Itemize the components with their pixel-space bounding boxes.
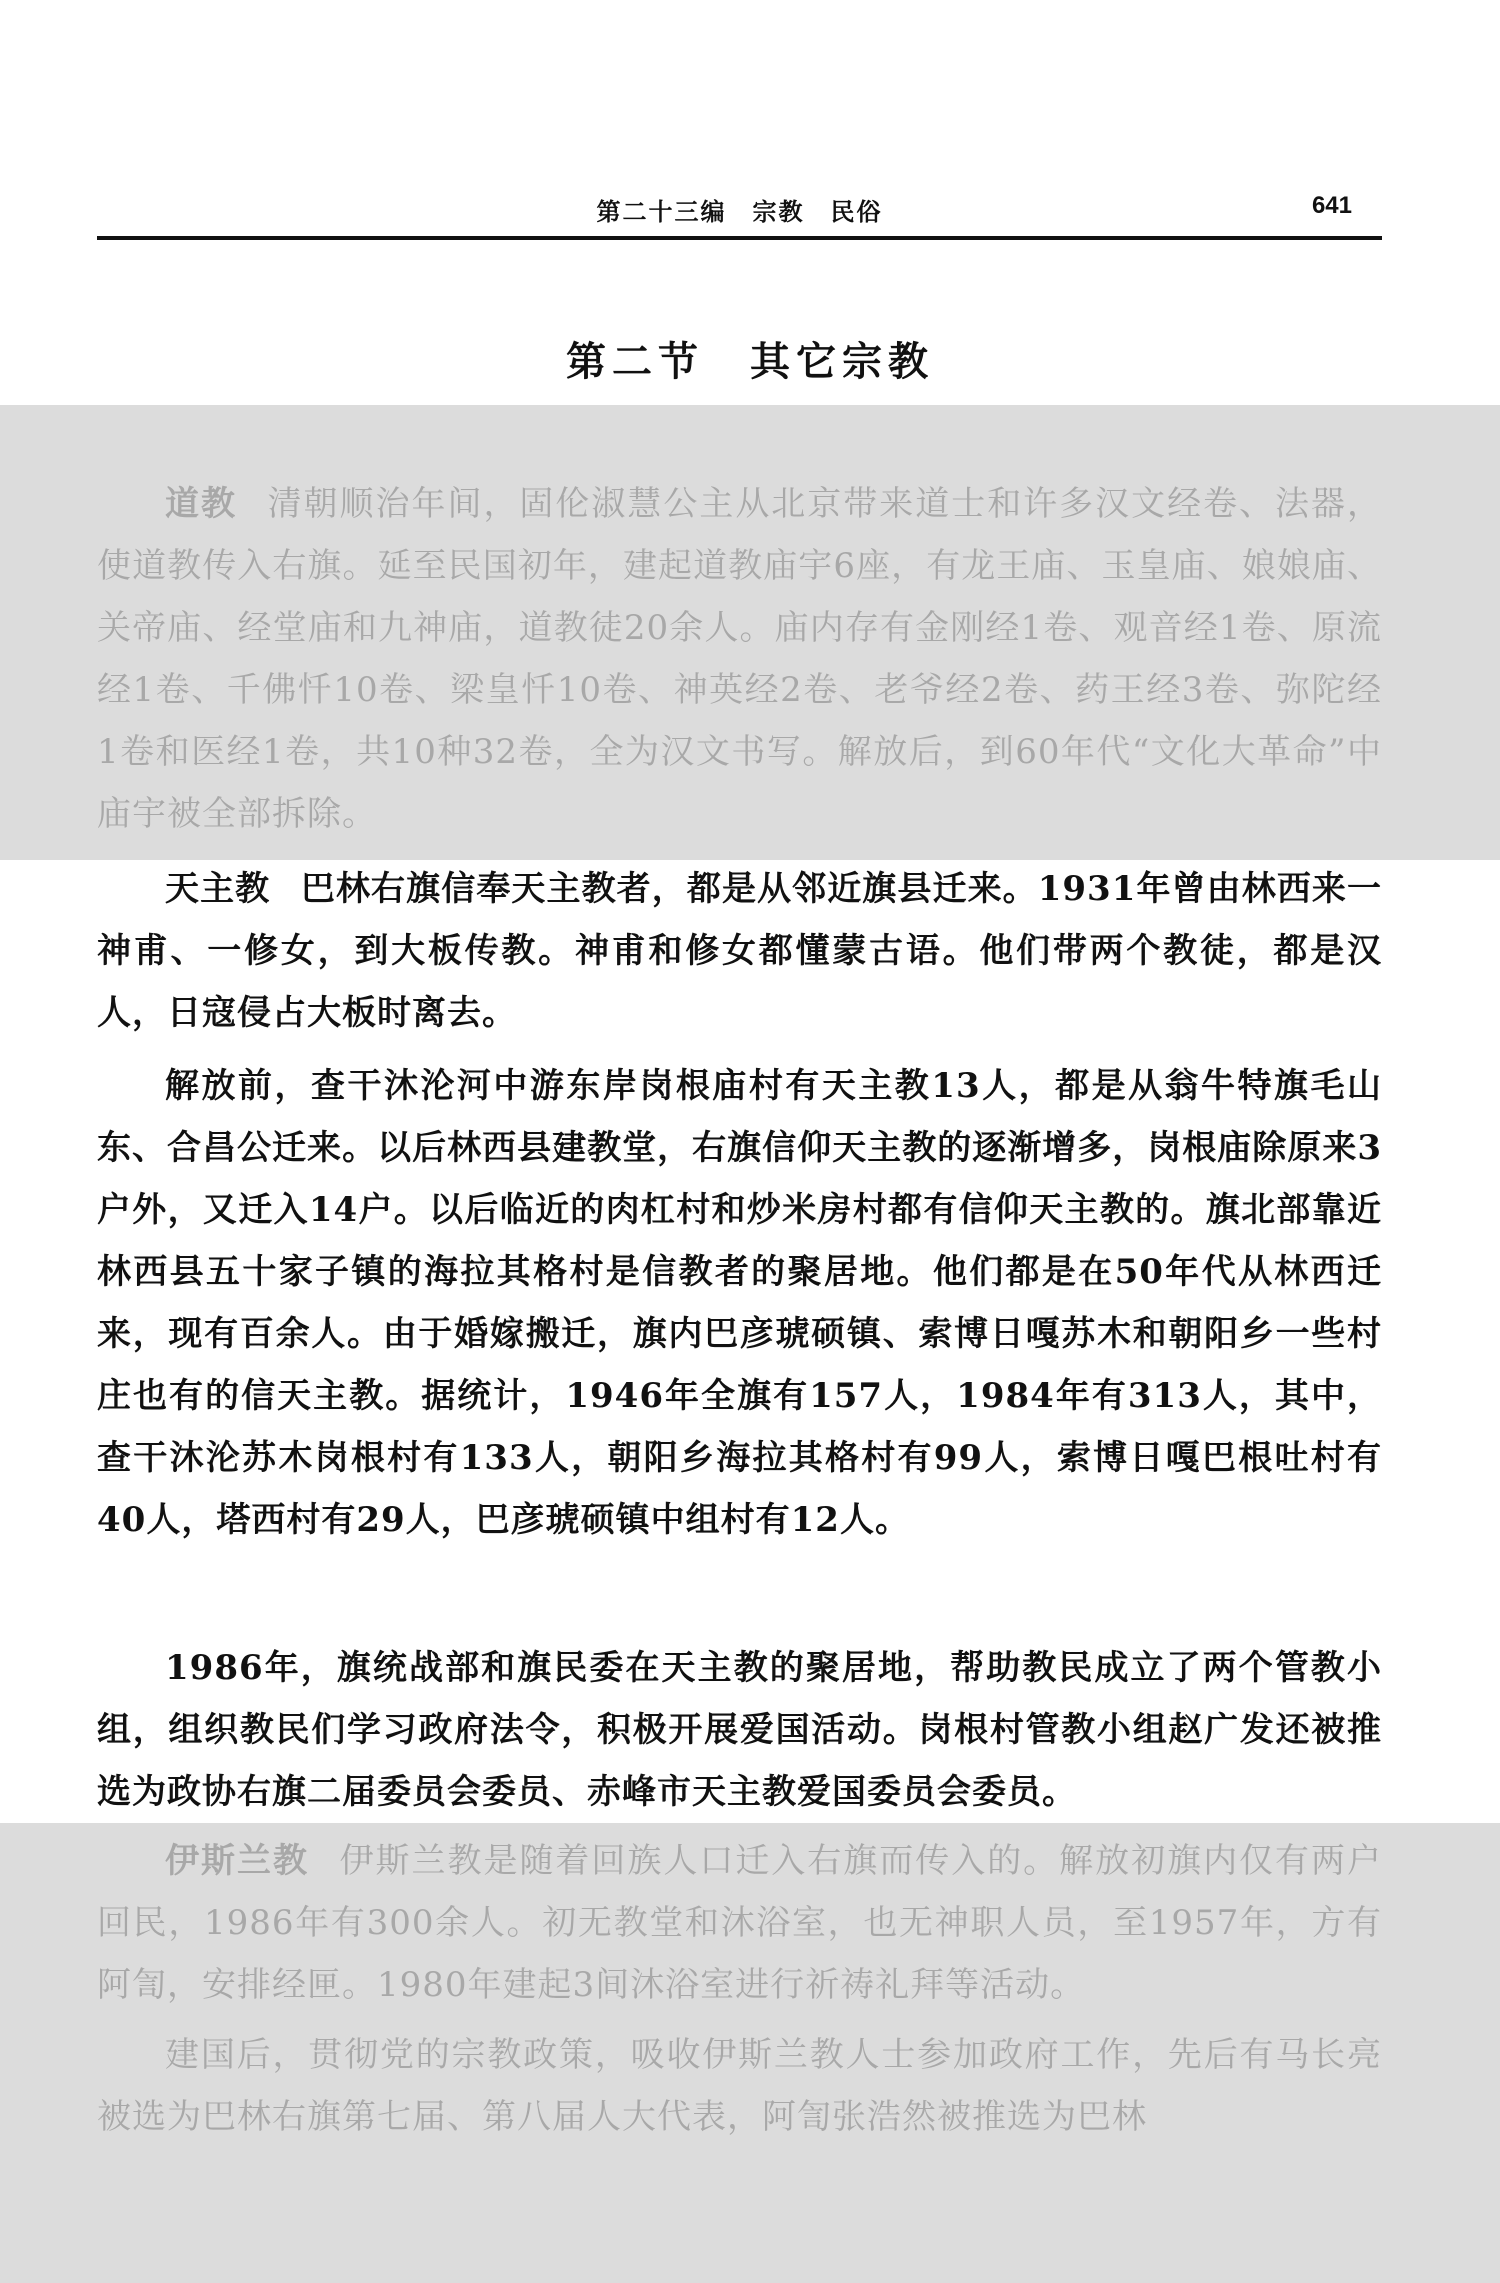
taoism-paragraph: [97, 473, 1382, 845]
section-title: 第二节 其它宗教: [566, 338, 934, 385]
islam-paragraph-2: 建国后，贯彻党的宗教政策，吸收伊斯兰教人士参加政府工作，先后有马长亮被选为巴林右旗第七届、第八届人大代表，阿訇张浩然被推选为巴林: [97, 2035, 1382, 2137]
catholicism-paragraph-1: [97, 858, 1382, 1044]
catholicism-text-1: 巴林右旗信奉天主教者，都是从邻近旗县迁来。1931年曾由林西来一神甫、一修女，到大板传教。神甫和修女都懂蒙古语。他们带两个教徒，都是汉人，日寇侵占大板时离去。: [97, 869, 1382, 1033]
catholicism-term: 天主教: [165, 869, 271, 909]
taoism-term: 道教: [165, 484, 237, 524]
catholicism-paragraph-2: 解放前，查干沐沦河中游东岸岗根庙村有天主教13人，都是从翁牛特旗毛山东、合昌公迁来。以后林西县建教堂，右旗信仰天主教的逐渐增多，岗根庙除原来3户外，又迁入14户。以后临近的肉杠村和炒米房村都有信仰天主教的。旗北部靠近林西县五十家子镇的海拉其格村是信教者的聚居地。他们都是在50年代从林西迁来，现有百余人。由于婚嫁搬迁，旗内巴彦琥硕镇、索博日嘎苏木和朝阳乡一些村庄也有的信天主教。据统计，1946年全旗有157人，1984年有313人，其中，查干沐沦苏木岗根村有133人，朝阳乡海拉其格村有99人，索博日嘎巴根吐村有40人，塔西村有29人，巴彦琥硕镇中组村有12人。: [97, 1066, 1382, 1540]
islam-text-1: 伊斯兰教是随着回族人口迁入右旗而传入的。解放初旗内仅有两户回民，1986年有300余人。初无教堂和沐浴室，也无神职人员，至1957年，方有阿訇，安排经匣。1980年建起3间沐浴室进行祈祷礼拜等活动。: [97, 1841, 1383, 2005]
catholicism-paragraph-3: 1986年，旗统战部和旗民委在天主教的聚居地，帮助教民成立了两个管教小组，组织教民们学习政府法令，积极开展爱国活动。岗根村管教小组赵广发还被推选为政协右旗二届委员会委员、赤峰市天主教爱国委员会委员。: [97, 1648, 1382, 1812]
islam-term: 伊斯兰教: [165, 1841, 309, 1881]
islam-paragraph-1: [97, 1830, 1382, 2016]
running-header: [97, 186, 1382, 240]
page-number: 641: [1311, 192, 1352, 219]
taoism-text: 清朝顺治年间，固伦淑慧公主从北京带来道士和许多汉文经卷、法器，使道教传入右旗。延至民国初年，建起道教庙宇6座，有龙王庙、玉皇庙、娘娘庙、关帝庙、经堂庙和九神庙，道教徒20余人。庙内存有金刚经1卷、观音经1卷、原流经1卷、千佛忏10卷、梁皇忏10卷、神英经2卷、老爷经2卷、药王经3卷、弥陀经1卷和医经1卷，共10种32卷，全为汉文书写。解放后，到60年代“文化大革命”中庙宇被全部拆除。: [97, 484, 1383, 834]
header-title: 第二十三编 宗教 民俗: [596, 197, 883, 226]
